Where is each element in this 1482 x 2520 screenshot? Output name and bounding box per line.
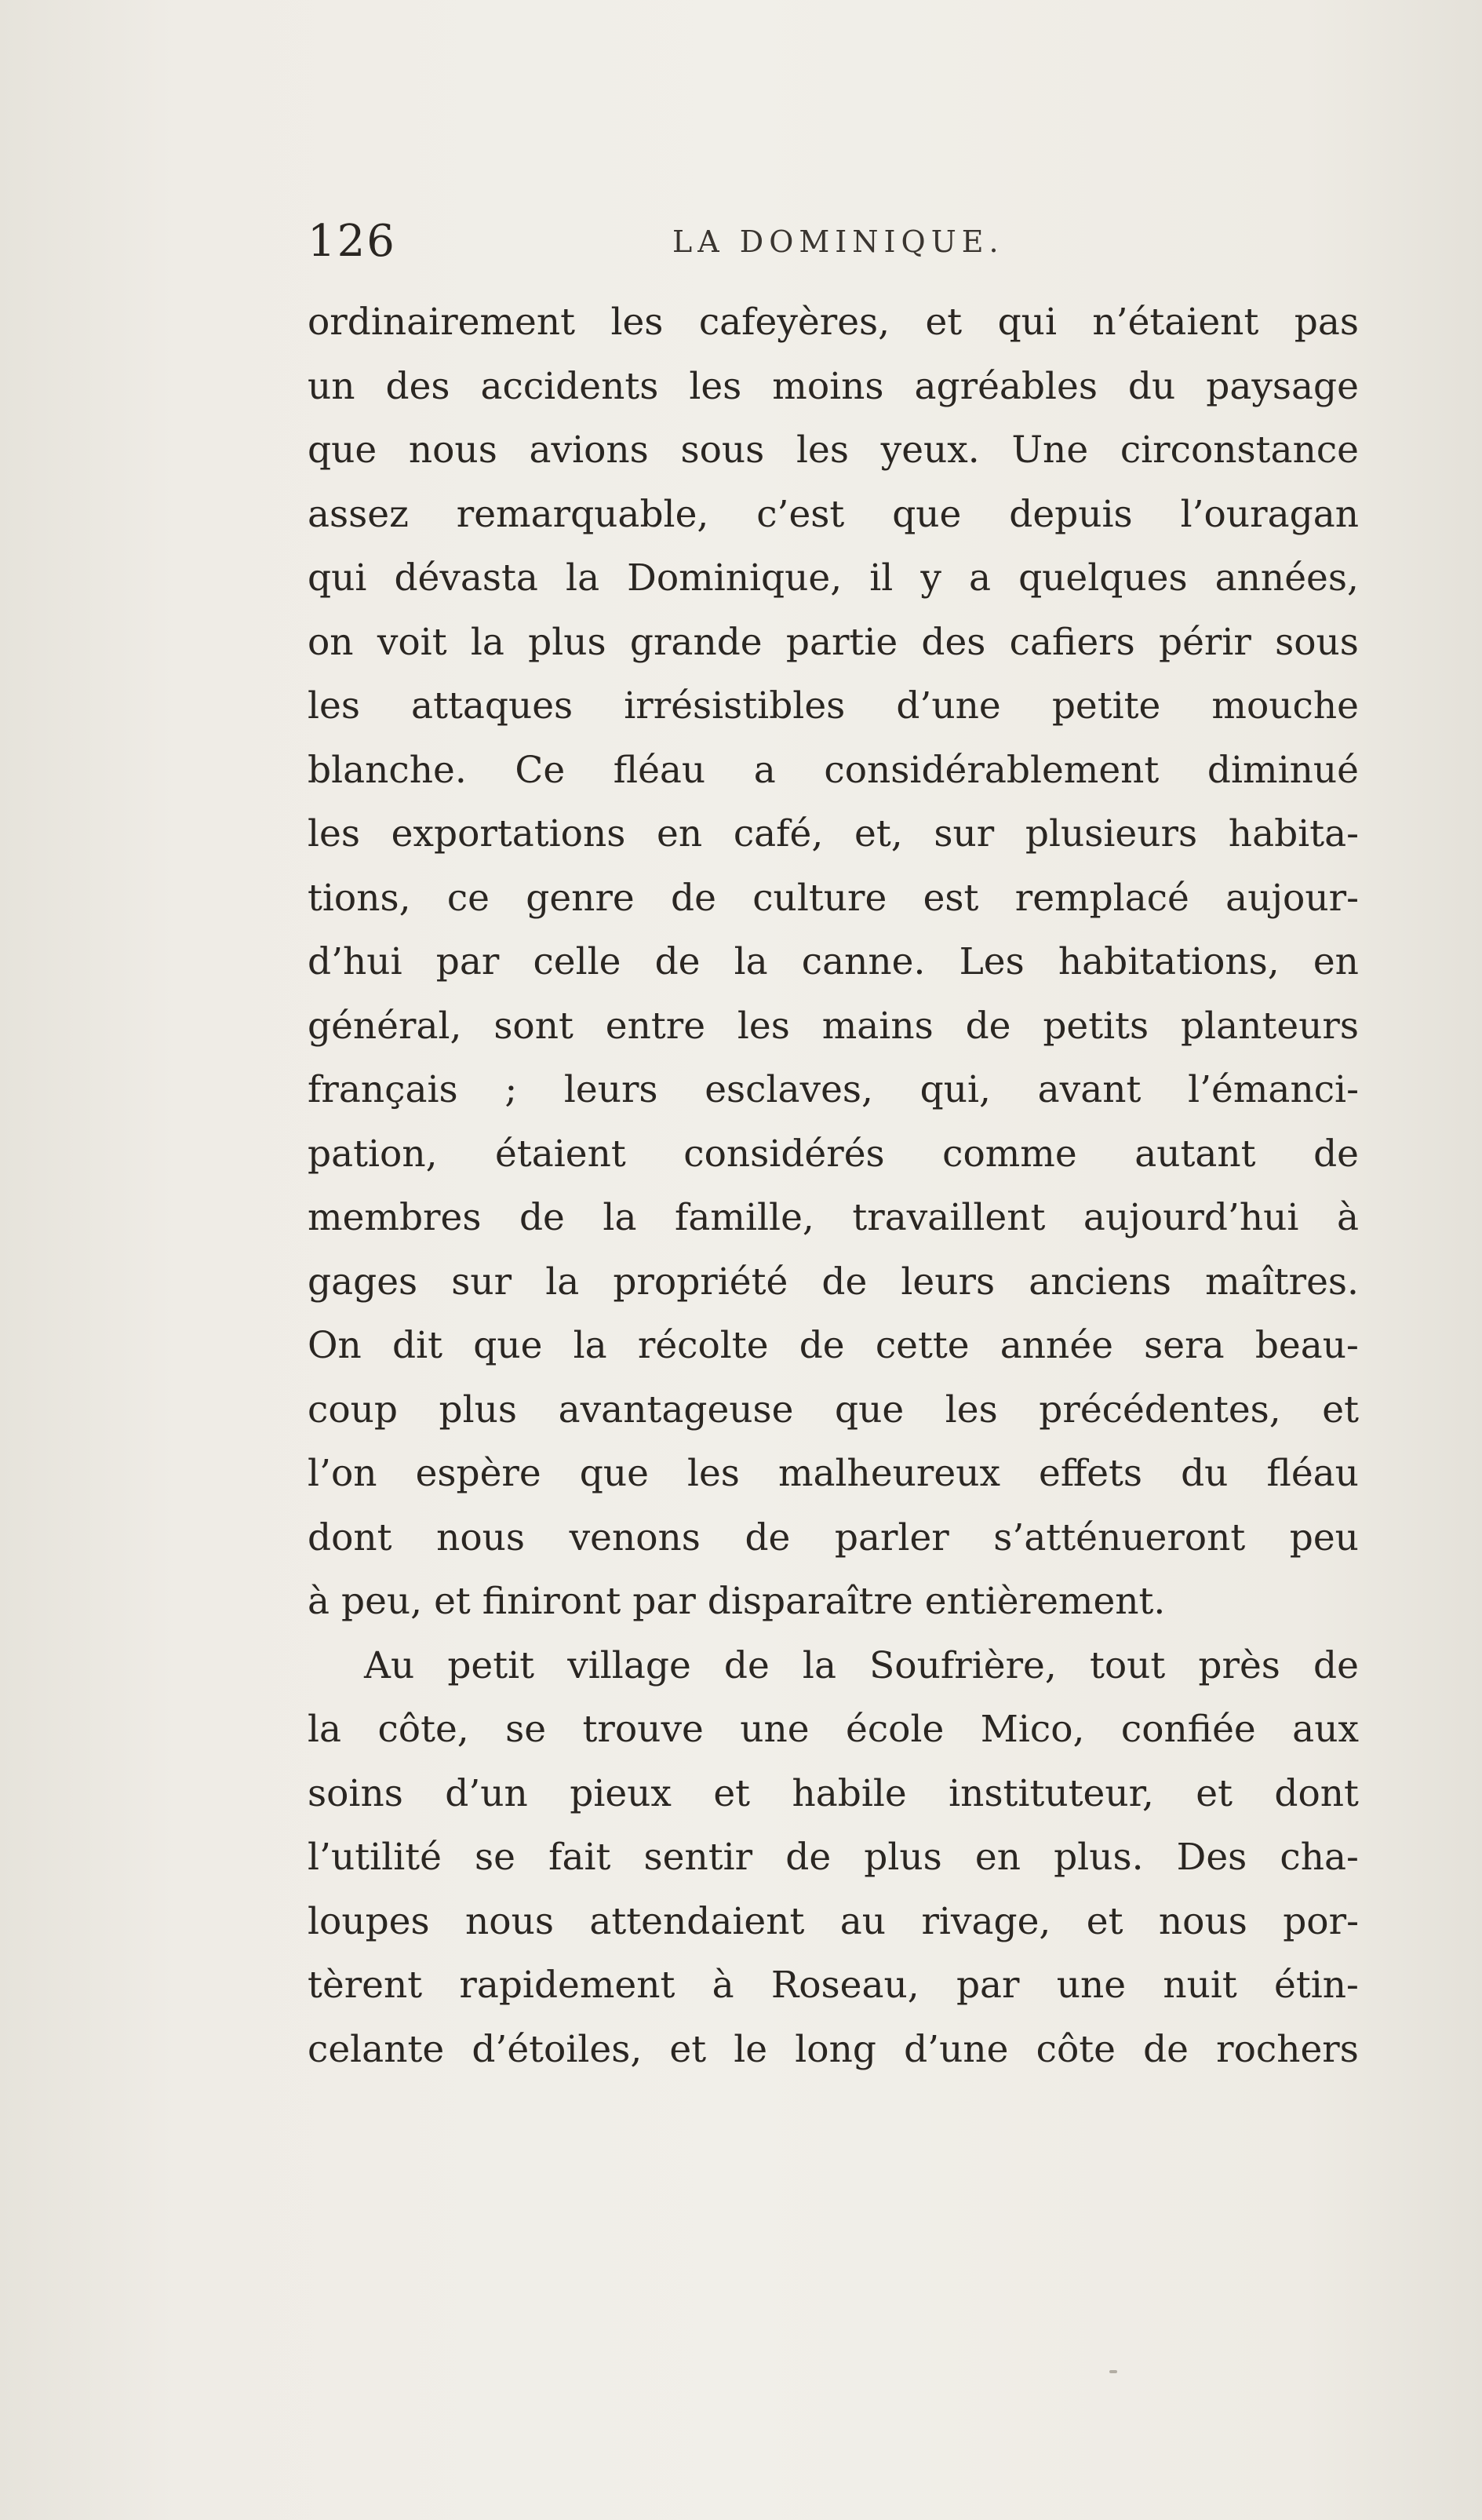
text-line: Au petit village de la Soufrière, tout près de xyxy=(364,1643,1359,1687)
text-line: l’utilité se fait sentir de plus en plus. Des cha- xyxy=(308,1836,1359,1879)
text-line: la côte, se trouve une école Mico, confiée aux xyxy=(308,1708,1359,1751)
page-header xyxy=(308,210,1359,273)
text-line: soins d’un pieux et habile instituteur, et dont xyxy=(308,1771,1359,1815)
text-line: tions, ce genre de culture est remplacé aujour- xyxy=(308,876,1359,920)
text-line: l’on espère que les malheureux effets du fléau xyxy=(308,1452,1359,1495)
text-line: français ; leurs esclaves, qui, avant l’émanci- xyxy=(308,1068,1359,1111)
text-line: gages sur la propriété de leurs anciens maîtres. xyxy=(308,1260,1359,1304)
text-line: On dit que la récolte de cette année sera beau- xyxy=(308,1324,1359,1367)
text-line: que nous avions sous les yeux. Une circonstance xyxy=(308,429,1359,472)
page-number: 126 xyxy=(308,216,396,267)
text-line: un des accidents les moins agréables du paysage xyxy=(308,364,1359,408)
running-title: LA DOMINIQUE. xyxy=(672,224,1004,259)
body-text xyxy=(308,290,1359,2081)
text-line: pation, étaient considérés comme autant de xyxy=(308,1132,1359,1176)
text-line: qui dévasta la Dominique, il y a quelques années, xyxy=(308,556,1359,600)
text-line: dont nous venons de parler s’atténueront peu xyxy=(308,1515,1359,1559)
text-line: blanche. Ce fléau a considérablement diminué xyxy=(308,748,1359,792)
text-line: coup plus avantageuse que les précédentes, et xyxy=(308,1388,1359,1431)
text-line: à peu, et finiront par disparaître entièrement. xyxy=(308,1580,1166,1623)
text-line: les attaques irrésistibles d’une petite mouche xyxy=(308,684,1359,728)
text-line: on voit la plus grande partie des cafiers périr sous xyxy=(308,620,1359,664)
text-line: loupes nous attendaient au rivage, et nous por- xyxy=(308,1899,1359,1943)
text-line: celante d’étoiles, et le long d’une côte de rochers xyxy=(308,2027,1359,2071)
text-line: général, sont entre les mains de petits planteurs xyxy=(308,1004,1359,1048)
text-line: les exportations en café, et, sur plusieurs habita- xyxy=(308,812,1359,855)
text-line: d’hui par celle de la canne. Les habitations, en xyxy=(308,940,1359,983)
text-line: tèrent rapidement à Roseau, par une nuit étin- xyxy=(308,1964,1359,2007)
text-line: assez remarquable, c’est que depuis l’ouragan xyxy=(308,492,1359,536)
paper-speck xyxy=(1109,2370,1117,2373)
text-line: ordinairement les cafeyères, et qui n’étaient pas xyxy=(308,301,1359,344)
text-line: membres de la famille, travaillent aujourd’hui à xyxy=(308,1196,1359,1239)
